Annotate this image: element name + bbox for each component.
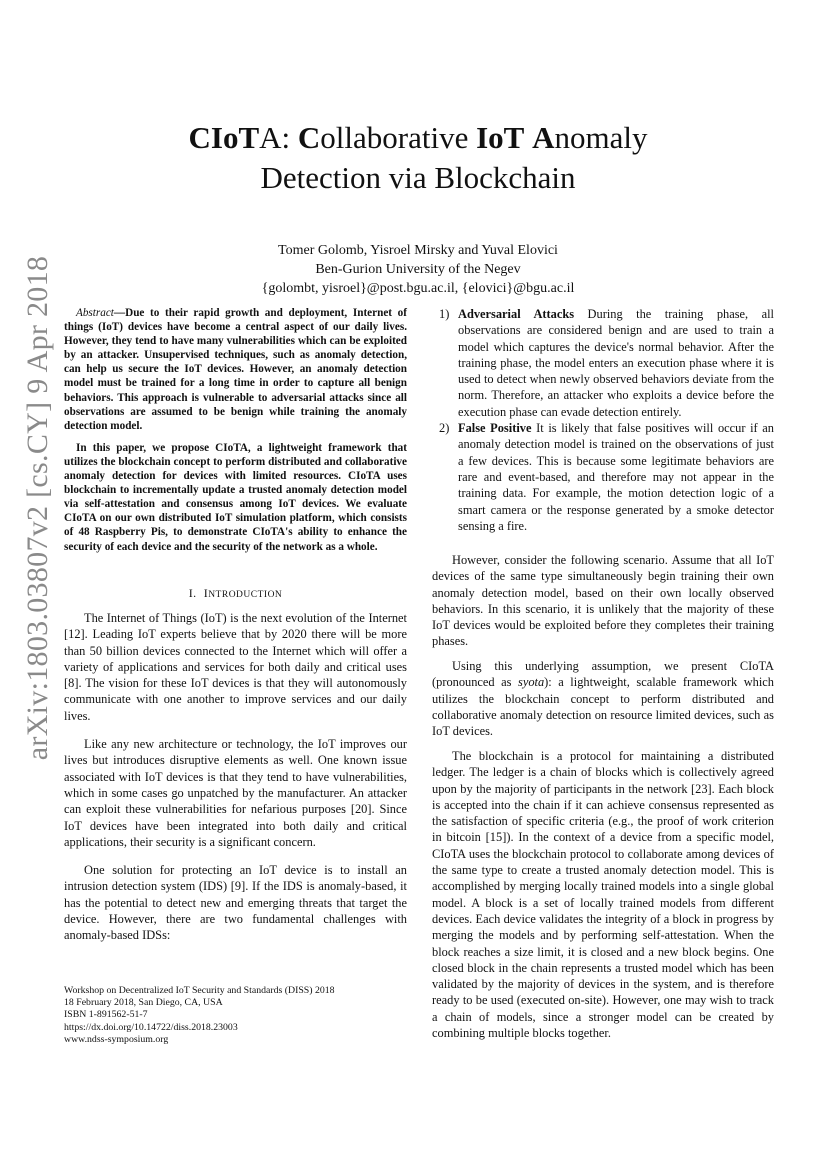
affiliation: Ben-Gurion University of the Negev (315, 262, 521, 277)
abstract-para-2: In this paper, we propose CIoTA, a lightweight framework that utilizes the blockchain concept to perform distributed and collaborative anomaly detection for devices with limited resources. CIoTA uses blockchain to incrementally update a trusted anomaly detection model via self-attestation and consensus among IoT devices. We evaluate CIoTA on our own distributed IoT simulation platform, which consists of 48 Raspberry Pis, to demonstrate CIoTA's ability to enhance the security of each device and the security of the network as a whole. (64, 441, 407, 553)
list-item: 1) Adversarial Attacks During the training phase, all observations are considered benign and are used to train a model which captures the device's normal behavior. After the training phase, the model enters an execution phase where it is used to detect when newly observed behaviors deviate from the norm. Therefore, an attacker who exploits a device before the execution phase can evade detection entirely. (439, 307, 775, 419)
list-item: 2) False Positive It is likely that false positives will occur if an anomaly detection model is trained on the observations of just a few devices. This is because some legitimate behaviors are rare and event-based, and therefore may not appear in the training data. For example, the motion detection logic of a smart camera or the response generated by a smoke detector sensing a fire. (439, 421, 775, 533)
author-names: Tomer Golomb, Yisroel Mirsky and Yuval Elovici (278, 243, 558, 258)
paper-title: CIoTA: Collaborative IoT Anomaly Detection via Blockchain (188, 120, 648, 195)
doi-link[interactable]: https://dx.doi.org/10.14722/diss.2018.23003 (64, 1021, 238, 1033)
introduction (64, 610, 407, 944)
arxiv-stamp-text: arXiv:1803.03807v2 [cs.CY] 9 Apr 2018 (21, 255, 54, 761)
abstract-para-1: Abstract—Due to their rapid growth and deployment, Internet of things (IoT) devices have become a central aspect of our daily lives. However, they tend to have many vulnerabilities which can be exploited by an attacker. Unsupervised techniques, such as anomaly detection, can help us secure the IoT devices. However, an anomaly detection model must be trained for a long time in order to capture all benign behaviors. This approach is vulnerable to adversarial attacks since all observations are assumed to be benign while training the anomaly detection model. (64, 307, 407, 432)
section-heading: I. INTRODUCTION (188, 586, 283, 600)
abstract (64, 306, 407, 554)
title-line-2: Detection via Blockchain (260, 160, 576, 195)
footnote: Workshop on Decentralized IoT Security and Standards (DISS) 2018 18 February 2018, San Diego, CA, USA ISBN 1-891562-51-7 https://dx.doi.org/10.14722/diss.2018.23003 www.ndss-symposium.org (64, 985, 407, 1046)
website-link[interactable]: www.ndss-symposium.org (64, 1033, 169, 1045)
arxiv-stamp (18, 255, 58, 761)
abstract-label: Abstract (76, 307, 114, 319)
right-para-3: The blockchain is a protocol for maintaining a distributed ledger. The ledger is a chain of blocks which is collectively agreed upon by the majority of participants in the network [23]. Each block is accepted into the chain if it can achieve consensus represented as the satisfaction of specific criteria (e.g., the proof of work criterion in bitcoin [15]). In the context of a device from a specific model, CIoTA uses the blockchain protocol to collaborate among devices of the same type to create a trusted anomaly detection model. This is accomplished by merging locally trained models into a single global model. A block is a set of locally trained models from different devices. Each device validates the integrity of a block in progress by merging the models and by performing self-attestation. When the block reaches a size limit, it is closed and a new block begins. One closed block in the chain represents a trusted model which has been validated by the majority of devices in the system, and is therefore ready to be used (executed on-site). However, one may wish to track a chain of models, since a stronger model can be created by combining multiple blocks together. (432, 749, 774, 1041)
challenge-list (432, 306, 774, 534)
intro-para-1: The Internet of Things (IoT) is the next evolution of the Internet [12]. Leading IoT experts believe that by 2020 there will be more than 50 billion devices connected to the Internet which will offer a variety of applications and services for both daily and critical uses [8]. The vision for these IoT devices is that they will autonomously communicate with one another to improve services and our daily lives. (64, 611, 407, 723)
intro-para-2: Like any new architecture or technology, the IoT improves our lives but introduces disruptive elements as well. One known issue associated with IoT devices is that they tend to have vulnerabilities, which in some cases go unpatched by the manufacturer. An attacker can exploit these vulnerabilities for nefarious purposes [20]. Since IoT devices have been integrated into both daily and critical applications, their security is a significant concern. (64, 737, 407, 849)
right-para-2: Using this underlying assumption, we present CIoTA (pronounced as syota): a lightweight, scalable framework which utilizes the blockchain concept to perform distributed and collaborative anomaly detection on resource limited devices, such as IoT devices. (432, 659, 774, 739)
author-emails: {golombt, yisroel}@post.bgu.ac.il, {elovici}@bgu.ac.il (261, 281, 575, 296)
right-para-1: However, consider the following scenario. Assume that all IoT devices of the same type simultaneously begin training their own anomaly detection model, based on their own locally observed behaviors. In this scenario, it is unlikely that the majority of these IoT devices would be exploited before they completes their training phases. (432, 553, 774, 649)
author-block (100, 241, 736, 298)
intro-para-3: One solution for protecting an IoT device is to install an intrusion detection system (IDS) [9]. If the IDS is anomaly-based, it has the potential to detect new and emerging threats that target the device. However, there are two fundamental challenges with anomaly-based IDSs: (64, 863, 407, 943)
